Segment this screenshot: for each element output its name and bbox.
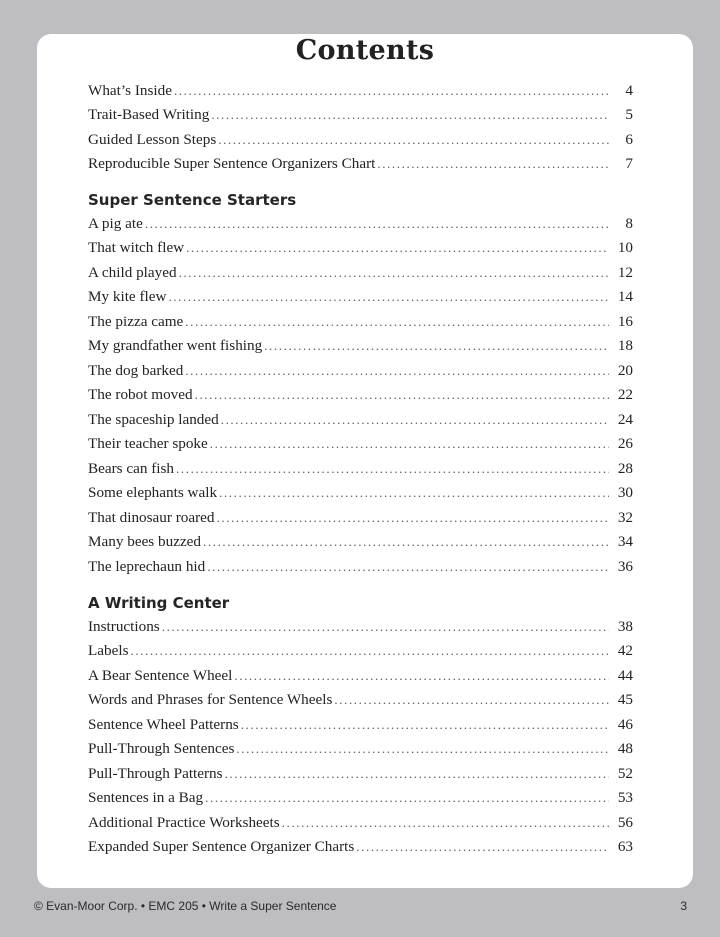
toc-entry-label: Instructions — [88, 618, 160, 635]
toc-entry-page: 16 — [617, 313, 633, 330]
toc-entry-page: 38 — [617, 618, 633, 635]
toc-entry-label: Additional Practice Worksheets — [88, 814, 280, 831]
toc-entry — [88, 667, 633, 689]
toc-entry — [88, 618, 633, 640]
toc-entry — [88, 239, 633, 261]
dot-leader — [185, 314, 609, 330]
toc-entry-label: A child played — [88, 264, 177, 281]
section-heading: Super Sentence Starters — [88, 191, 297, 209]
toc-entry-label: Trait-Based Writing — [88, 106, 210, 123]
toc-entry — [88, 131, 633, 153]
toc-entry-label: That witch flew — [88, 239, 185, 256]
footer-page-number: 3 — [680, 899, 687, 913]
dot-leader — [207, 559, 609, 575]
toc-entry-page: 56 — [617, 814, 633, 831]
dot-leader — [356, 839, 609, 855]
dot-leader — [174, 83, 609, 99]
toc-entry-label: Reproducible Super Sentence Organizers Chart — [88, 155, 376, 172]
toc-entry — [88, 740, 633, 762]
toc-entry-page: 36 — [617, 558, 633, 575]
dot-leader — [185, 363, 609, 379]
toc-entry — [88, 765, 633, 787]
toc-entry — [88, 313, 633, 335]
dot-leader — [186, 240, 609, 256]
toc-entry — [88, 362, 633, 384]
toc-entry — [88, 691, 633, 713]
dot-leader — [130, 643, 609, 659]
toc-entry-label: Expanded Super Sentence Organizer Charts — [88, 838, 355, 855]
toc-entry-label: Bears can fish — [88, 460, 175, 477]
toc-entry-page: 48 — [617, 740, 633, 757]
toc-entry — [88, 155, 633, 177]
dot-leader — [211, 107, 609, 123]
toc-entry-label: Sentence Wheel Patterns — [88, 716, 239, 733]
toc-entry-page: 6 — [625, 131, 633, 148]
toc-entry-page: 45 — [617, 691, 633, 708]
toc-entry — [88, 533, 633, 555]
dot-leader — [377, 156, 609, 172]
toc-entry — [88, 288, 633, 310]
toc-entry-label: Many bees buzzed — [88, 533, 202, 550]
toc-entry-label: The leprechaun hid — [88, 558, 206, 575]
toc-entry-page: 18 — [617, 337, 633, 354]
dot-leader — [145, 216, 609, 232]
toc-entry — [88, 509, 633, 531]
footer-copyright: © Evan-Moor Corp. • EMC 205 • Write a Super Sentence — [34, 899, 337, 913]
toc-entry — [88, 215, 633, 237]
section-heading: A Writing Center — [88, 594, 230, 612]
toc-entry-page: 24 — [617, 411, 633, 428]
toc-entry — [88, 435, 633, 457]
dot-leader — [176, 461, 609, 477]
toc-entry-page: 44 — [617, 667, 633, 684]
toc-entry-page: 46 — [617, 716, 633, 733]
toc-entry-label: A pig ate — [88, 215, 143, 232]
dot-leader — [218, 132, 609, 148]
toc-entry-page: 30 — [617, 484, 633, 501]
toc-entry-page: 28 — [617, 460, 633, 477]
dot-leader — [225, 766, 609, 782]
dot-leader — [234, 668, 609, 684]
toc-entry-label: The robot moved — [88, 386, 193, 403]
toc-entry-page: 34 — [617, 533, 633, 550]
toc-entry-page: 63 — [617, 838, 633, 855]
toc-entry — [88, 386, 633, 408]
toc-entry-page: 7 — [625, 155, 633, 172]
toc-entry-label: Guided Lesson Steps — [88, 131, 217, 148]
toc-entry-label: The pizza came — [88, 313, 184, 330]
toc-entry-label: Pull-Through Patterns — [88, 765, 223, 782]
toc-entry-label: Labels — [88, 642, 129, 659]
dot-leader — [236, 741, 609, 757]
toc-entry-label: Some elephants walk — [88, 484, 218, 501]
dot-leader — [221, 412, 609, 428]
toc-entry-page: 12 — [617, 264, 633, 281]
toc-entry-page: 32 — [617, 509, 633, 526]
toc-entry-label: Pull-Through Sentences — [88, 740, 235, 757]
dot-leader — [264, 338, 609, 354]
dot-leader — [241, 717, 609, 733]
toc-entry — [88, 337, 633, 359]
dot-leader — [203, 534, 609, 550]
dot-leader — [162, 619, 609, 635]
toc-entry-page: 8 — [625, 215, 633, 232]
dot-leader — [219, 485, 609, 501]
toc-entry-label: The dog barked — [88, 362, 184, 379]
toc-entry-page: 26 — [617, 435, 633, 452]
toc-entry — [88, 838, 633, 860]
toc-entry-label: My kite flew — [88, 288, 167, 305]
toc-entry-label: My grandfather went fishing — [88, 337, 263, 354]
toc-entry-page: 53 — [617, 789, 633, 806]
toc-entry-page: 52 — [617, 765, 633, 782]
toc-entry-page: 20 — [617, 362, 633, 379]
toc-entry-page: 22 — [617, 386, 633, 403]
toc-entry-label: Words and Phrases for Sentence Wheels — [88, 691, 333, 708]
page-title: Contents — [295, 35, 435, 66]
toc-entry-label: A Bear Sentence Wheel — [88, 667, 233, 684]
toc-entry-page: 10 — [617, 239, 633, 256]
dot-leader — [282, 815, 609, 831]
toc-entry-label: Their teacher spoke — [88, 435, 208, 452]
dot-leader — [205, 790, 609, 806]
dot-leader — [168, 289, 609, 305]
toc-entry-label: That dinosaur roared — [88, 509, 215, 526]
toc-entry-page: 14 — [617, 288, 633, 305]
toc-entry — [88, 642, 633, 664]
toc-entry — [88, 558, 633, 580]
toc-entry-page: 4 — [625, 82, 633, 99]
toc-entry — [88, 106, 633, 128]
toc-entry — [88, 82, 633, 104]
toc-entry — [88, 789, 633, 811]
dot-leader — [217, 510, 609, 526]
dot-leader — [179, 265, 609, 281]
toc-entry — [88, 484, 633, 506]
toc-entry-label: What’s Inside — [88, 82, 172, 99]
dot-leader — [210, 436, 609, 452]
dot-leader — [334, 692, 609, 708]
toc-entry — [88, 411, 633, 433]
dot-leader — [195, 387, 609, 403]
toc-entry-label: Sentences in a Bag — [88, 789, 204, 806]
contents-page — [37, 34, 693, 888]
toc-entry-page: 42 — [617, 642, 633, 659]
toc-entry — [88, 264, 633, 286]
toc-entry — [88, 814, 633, 836]
toc-entry — [88, 460, 633, 482]
toc-entry — [88, 716, 633, 738]
toc-entry-page: 5 — [625, 106, 633, 123]
toc-entry-label: The spaceship landed — [88, 411, 219, 428]
